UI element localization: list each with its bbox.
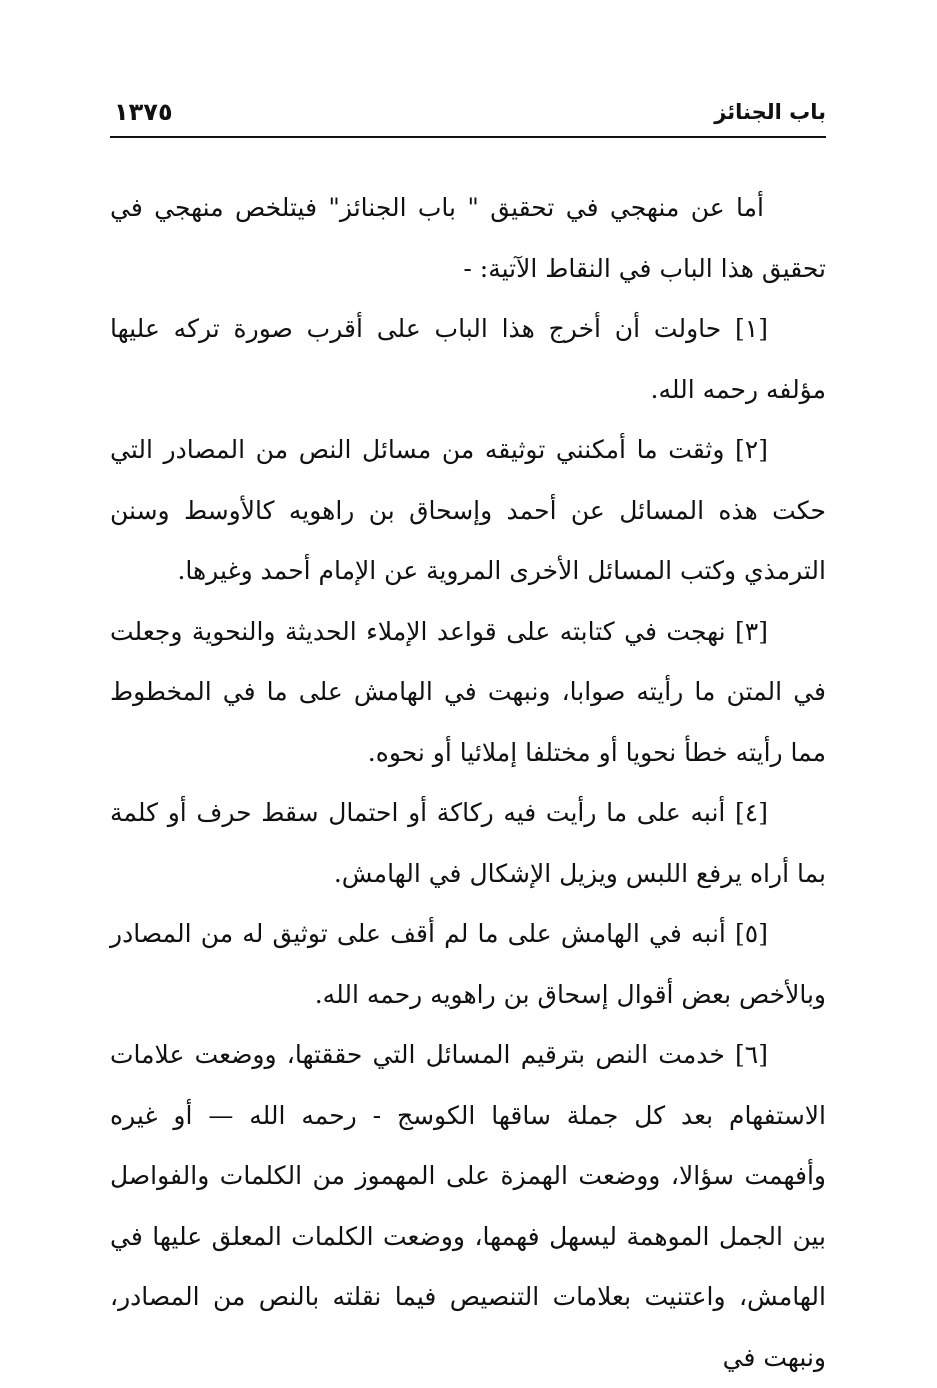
page-header <box>110 96 826 138</box>
running-title: باب الجنائز <box>714 100 826 124</box>
method-point-5: [٥] أنبه في الهامش على ما لم أقف على توثيق له من المصادر وبالأخص بعض أقوال إسحاق بن راهويه رحمه الله. <box>110 919 826 1009</box>
body-text <box>110 178 826 1388</box>
method-point-4: [٤] أنبه على ما رأيت فيه ركاكة أو احتمال سقط حرف أو كلمة بما أراه يرفع اللبس ويزيل الإشكال في الهامش. <box>110 798 826 888</box>
method-point-3: [٣] نهجت في كتابته على قواعد الإملاء الحديثة والنحوية وجعلت في المتن ما رأيته صوابا، ونبهت في الهامش على ما في المخطوط مما رأيته خطأ نحويا أو مختلفا إملائيا أو نحوه. <box>110 616 826 767</box>
method-point-6: [٦] خدمت النص بترقيم المسائل التي حققتها، ووضعت علامات الاستفهام بعد كل جملة ساقها الكوسج - رحمه الله — أو غيره وأفهمت سؤالا، ووضعت الهمزة على المهموز من الكلمات والفواصل بين الجمل الموهمة ليسهل فهمها، ووضعت الكلمات المعلق عليها في الهامش، واعتنيت بعلامات التنصيص فيما نقلته بالنص من المصادر، ونبهت في <box>110 1040 826 1372</box>
page-number: ١٣٧٥ <box>114 98 173 126</box>
intro-paragraph: أما عن منهجي في تحقيق " باب الجنائز" فيتلخص منهجي في تحقيق هذا الباب في النقاط الآتية: - <box>110 193 826 283</box>
method-point-2: [٢] وثقت ما أمكنني توثيقه من مسائل النص من المصادر التي حكت هذه المسائل عن أحمد وإسحاق بن راهويه كالأوسط وسنن الترمذي وكتب المسائل الأخرى المروية عن الإمام أحمد وغيرها. <box>110 435 826 585</box>
method-point-1: [١] حاولت أن أخرج هذا الباب على أقرب صورة تركه عليها مؤلفه رحمه الله. <box>110 314 826 404</box>
